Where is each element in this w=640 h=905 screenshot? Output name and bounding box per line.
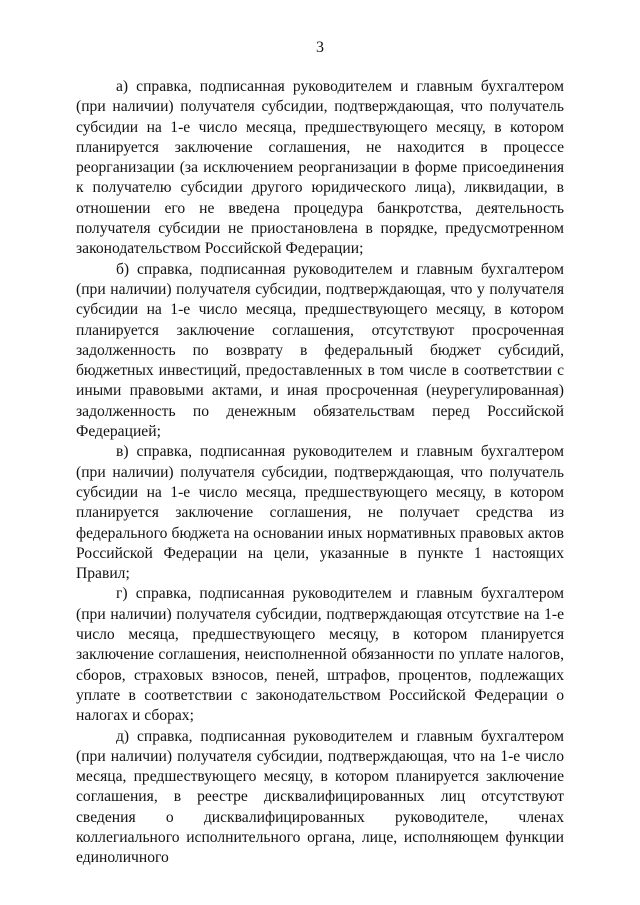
document-body <box>76 77 564 869</box>
paragraph-a: а) справка, подписанная руководителем и главным бухгалтером (при наличии) получателя субсидии, подтверждающая, что получатель субсидии на 1-е число месяца, предшествующего месяцу, в котором планируется заключение соглашения, не находится в процессе реорганизации (за исключением реорганизации в форме присоединения к получателю субсидии другого юридического лица), ликвидации, в отношении его не введена процедура банкротства, деятельность получателя субсидии не приостановлена в порядке, предусмотренном законодательством Российской Федерации; <box>76 78 564 258</box>
paragraph-d: д) справка, подписанная руководителем и главным бухгалтером (при наличии) получателя субсидии, подтверждающая, что на 1-е число месяца, предшествующего месяцу, в котором планируется заключение соглашения, в реестре дисквалифицированных лиц отсутствуют сведения о дисквалифицированных руководителе, членах коллегиального исполнительного органа, лице, исполняющем функции единоличного <box>76 727 564 867</box>
page-number: 3 <box>316 39 324 56</box>
paragraph-b: б) справка, подписанная руководителем и главным бухгалтером (при наличии) получателя субсидии, подтверждающая, что у получателя субсидии на 1-е число месяца, предшествующего месяцу, в котором планируется заключение соглашения, отсутствуют просроченная задолженность по возврату в федеральный бюджет субсидий, бюджетных инвестиций, предоставленных в том числе в соответствии с иными правовыми актами, и иная просроченная (неурегулированная) задолженность по денежным обязательствам перед Российской Федерацией; <box>76 260 564 441</box>
paragraph-g: г) справка, подписанная руководителем и главным бухгалтером (при наличии) получателя субсидии, подтверждающая отсутствие на 1-е число месяца, предшествующего месяцу, в котором планируется заключение соглашения, неисполненной обязанности по уплате налогов, сборов, страховых взносов, пеней, штрафов, процентов, подлежащих уплате в соответствии с законодательством Российской Федерации о налогах и сборах; <box>76 585 564 725</box>
paragraph-v: в) справка, подписанная руководителем и главным бухгалтером (при наличии) получателя субсидии, подтверждающая, что получатель субсидии на 1-е число месяца, предшествующего месяцу, в котором планируется заключение соглашения, не получает средства из федерального бюджета на основании иных нормативных правовых актов Российской Федерации на цели, указанные в пункте 1 настоящих Правил; <box>76 443 564 583</box>
